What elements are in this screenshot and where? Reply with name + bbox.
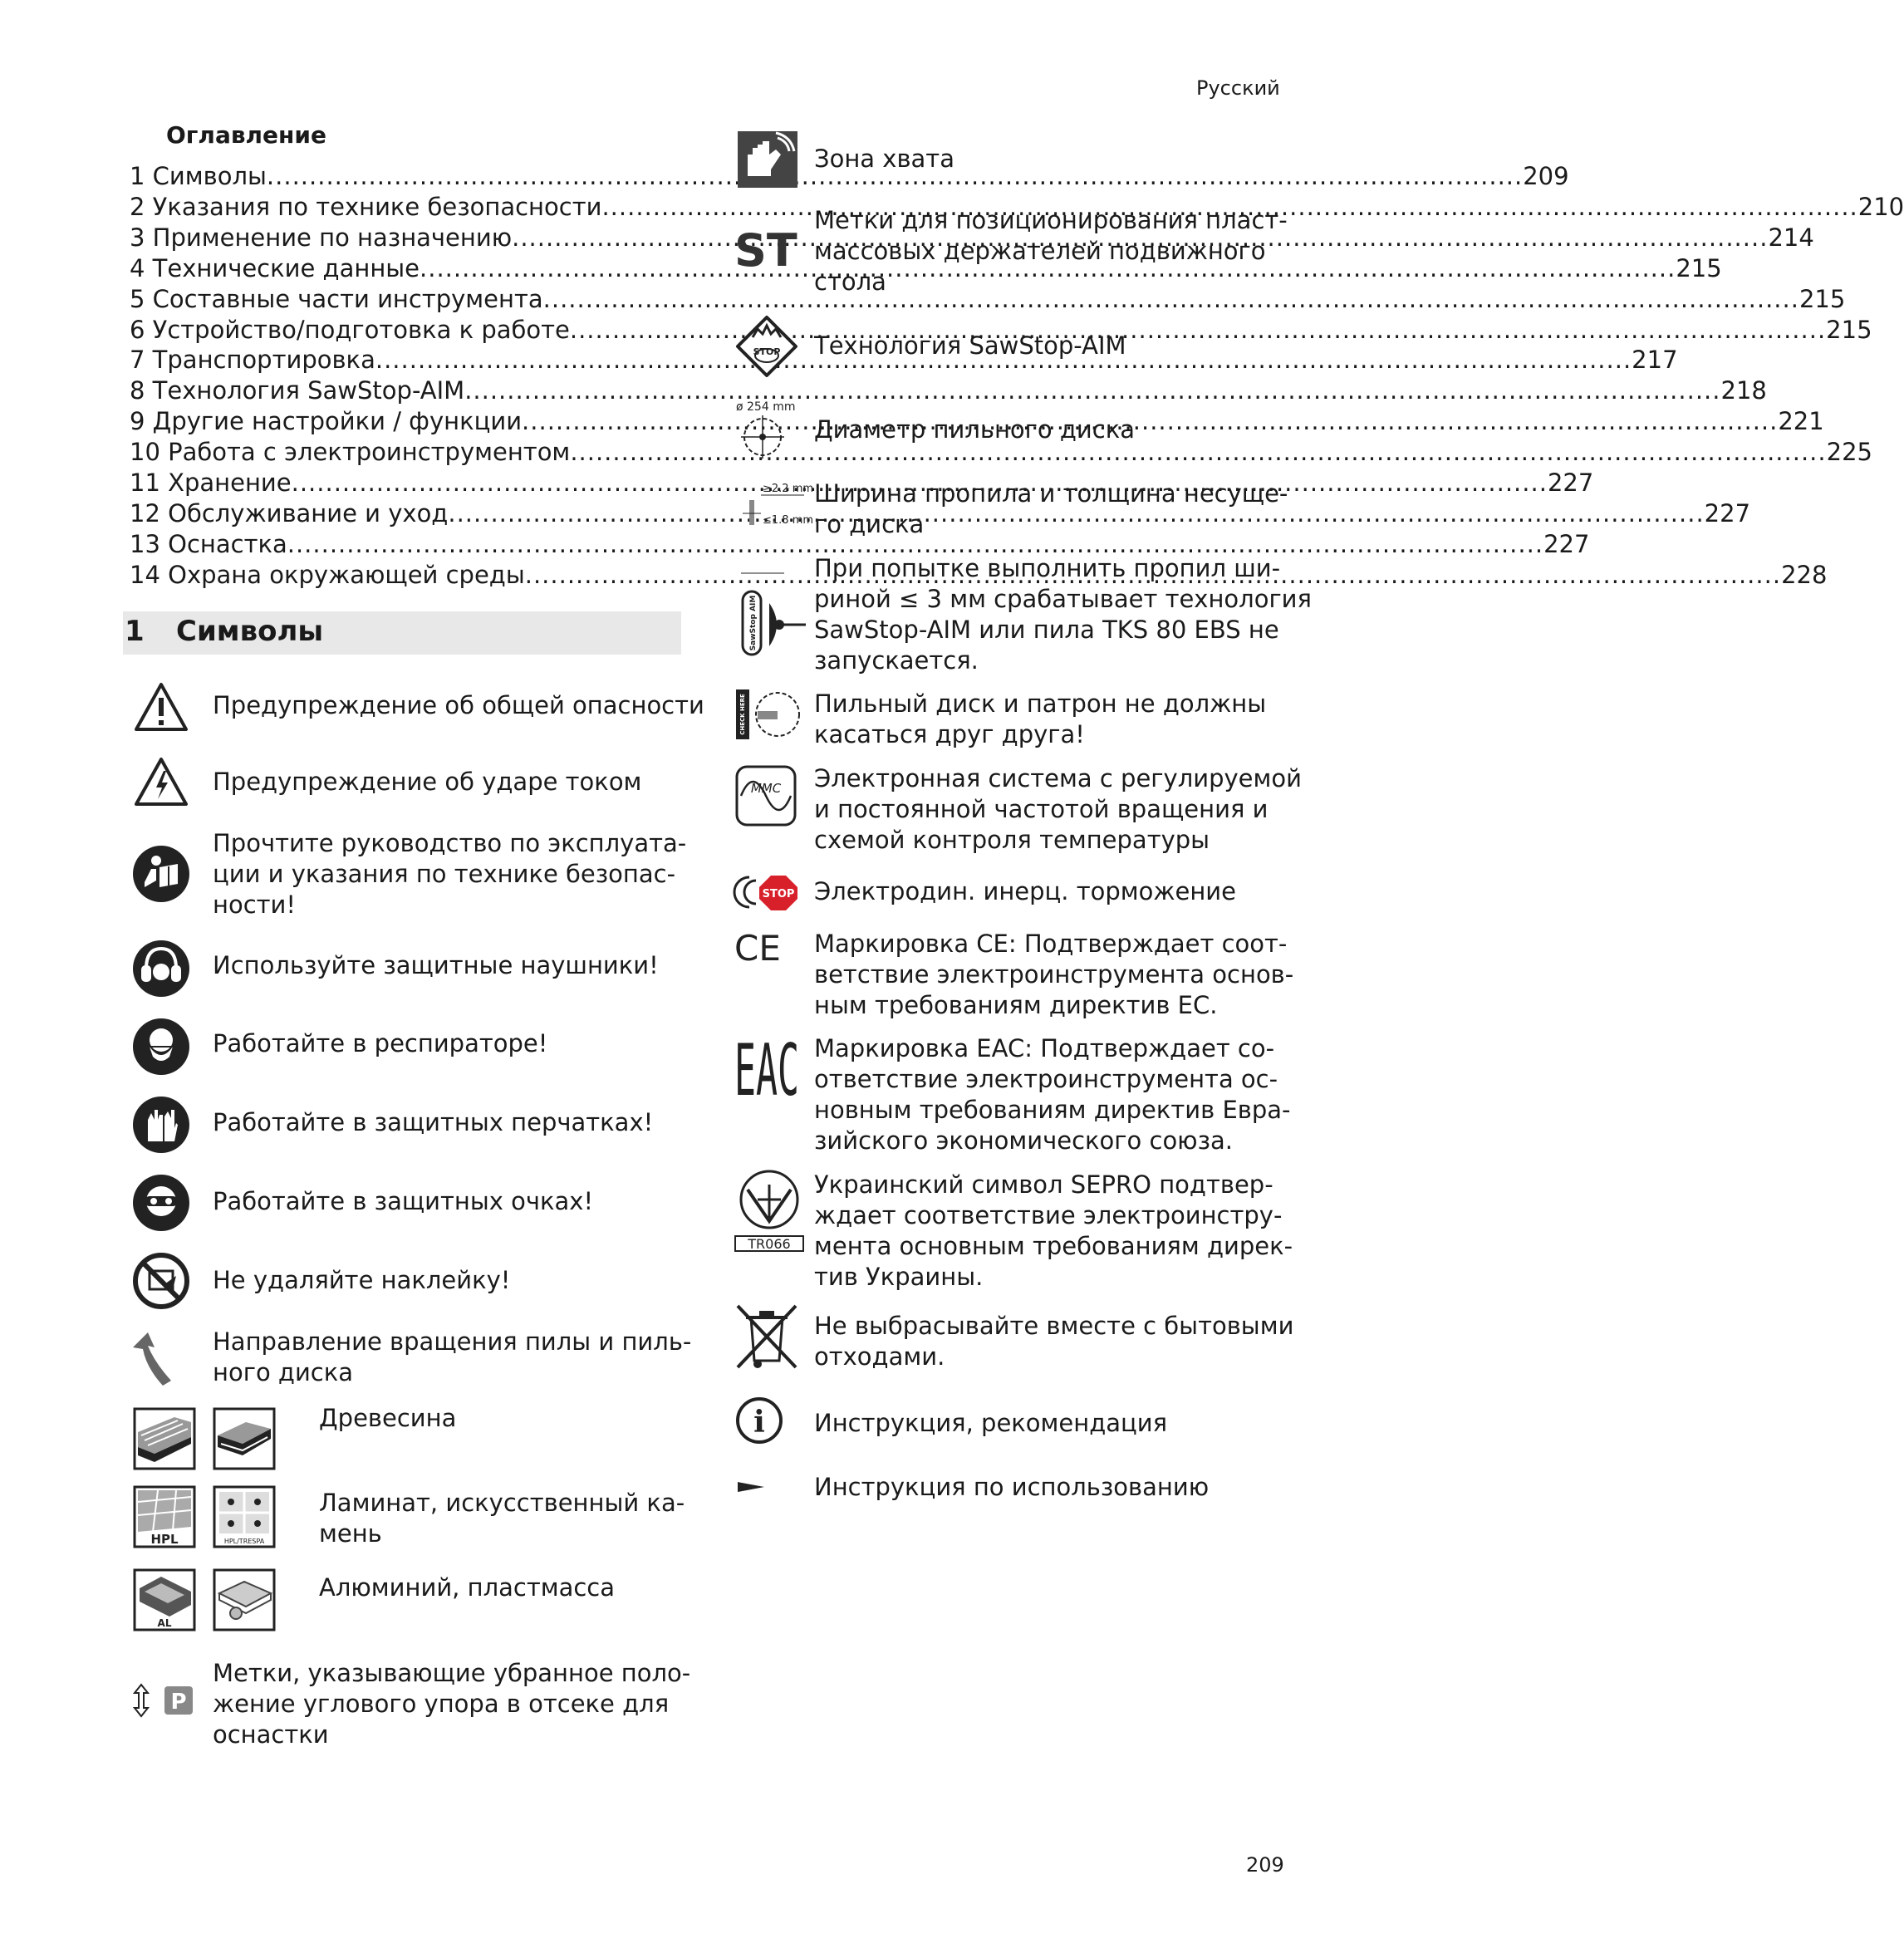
- blade-diameter-icon: [733, 399, 802, 462]
- warning-triangle-icon: [133, 681, 189, 733]
- symbol-text: Зона хвата: [814, 145, 954, 173]
- st-label: ST: [734, 224, 797, 277]
- goggles-icon: [131, 1173, 191, 1233]
- gloves-icon: [131, 1095, 191, 1155]
- symbol-text: Маркировка CE: Подтверждает соот- ветствие электроинструмента основ- ным требованиям директив ЕС.: [814, 930, 1294, 1019]
- toc-item[interactable]: 2 Указания по технике безопасности ..... 210: [130, 192, 670, 223]
- symbol-text: Используйте защитные наушники!: [213, 951, 659, 979]
- symbol-text: Электродин. инерц. торможение: [814, 877, 1236, 905]
- symbol-text: Прочтите руководство по эксплуата- ции и указания по технике безопас- ности!: [213, 829, 687, 919]
- symbol-text: Алюминий, пластмасса: [319, 1573, 616, 1602]
- kerf-limit-icon: [734, 567, 809, 656]
- kerf-max-label: ≥2.2 mm: [763, 483, 814, 495]
- sepro-mark-icon: [733, 1168, 807, 1253]
- no-remove-sticker-icon: [131, 1251, 191, 1311]
- kerf-min-label: ≤1.8 mm: [763, 514, 814, 527]
- symbol-text: Древесина: [319, 1404, 457, 1432]
- symbol-text: При попытке выполнить пропил ши- риной ≤ 3 мм срабатывает технология SawStop-AIM или пила TKS 80 EBS не запускается.: [814, 554, 1312, 675]
- toc-item[interactable]: 13 Оснастка ..... 227: [130, 529, 670, 560]
- check-here-icon: [734, 686, 804, 743]
- no-household-waste-icon: [734, 1303, 799, 1371]
- st-marks-icon: [734, 224, 801, 277]
- respirator-icon: [131, 1017, 191, 1077]
- info-icon: [734, 1396, 784, 1445]
- tr066-label: TR066: [748, 1236, 791, 1252]
- toc-item[interactable]: 1 Символы ..... 209: [130, 161, 670, 192]
- toc-item[interactable]: 6 Устройство/подготовка к работе ..... 215: [130, 315, 670, 346]
- trespa-icon: [213, 1485, 276, 1548]
- plastic-icon: [213, 1568, 276, 1631]
- toc-item[interactable]: 12 Обслуживание и уход ..... 227: [130, 498, 670, 529]
- toc-item[interactable]: 11 Хранение ..... 227: [130, 468, 670, 498]
- symbol-text: Маркировка EAC: Подтверждает со- ответствие электроинструмента ос- новным требованиям директив Евра- зийского экономического союза.: [814, 1034, 1291, 1155]
- page-number: 209: [1246, 1853, 1284, 1877]
- hpl-trespa-label: HPL/TRESPA: [223, 1538, 265, 1545]
- info-label: i: [753, 1405, 765, 1440]
- symbol-text: Украинский символ SEPRO подтвер- ждает соответствие электроинстру- мента основным требованиям дирек- тив Украины.: [814, 1170, 1293, 1291]
- brake-stop-label: STOP: [762, 888, 795, 900]
- kerf-width-icon: [731, 480, 814, 528]
- symbol-text: Диаметр пильного диска: [814, 415, 1135, 444]
- symbol-text: Инструкция, рекомендация: [814, 1409, 1168, 1437]
- section-title: Символы: [176, 615, 324, 648]
- electrodynamic-brake-icon: [734, 872, 802, 912]
- symbol-text: Технология SawStop-AIM: [814, 331, 1126, 360]
- p-label: P: [170, 1690, 187, 1715]
- diameter-label: ø 254 mm: [736, 400, 796, 414]
- symbol-text: Предупреждение об общей опасности: [213, 691, 704, 719]
- panel-wood-icon: [213, 1407, 276, 1470]
- laminate-icon: [133, 1485, 196, 1548]
- symbol-text: Не удаляйте наклейку!: [213, 1266, 511, 1294]
- mmc-label: MMC: [750, 781, 782, 796]
- section-number: 1: [125, 615, 145, 648]
- hpl-label: HPL: [150, 1532, 179, 1547]
- sawstop-icon: [734, 314, 799, 379]
- al-label: AL: [157, 1617, 172, 1629]
- symbol-text: Работайте в защитных очках!: [213, 1187, 594, 1215]
- symbol-text: Ширина пропила и толщина несуще- го диска: [814, 479, 1288, 538]
- toc-item[interactable]: 14 Охрана окружающей среды ..... 228: [130, 560, 670, 591]
- electric-shock-icon: [133, 756, 189, 807]
- aluminium-icon: [133, 1568, 196, 1631]
- eac-label: EAC: [734, 1029, 799, 1112]
- ce-mark-icon: [734, 925, 788, 969]
- stop-label: STOP: [753, 346, 781, 357]
- symbol-text: Электронная система с регулируемой и постоянной частотой вращения и схемой контроля температуры: [814, 764, 1302, 854]
- symbol-text: Пильный диск и патрон не должны касаться друг друга!: [814, 689, 1267, 748]
- toc-item[interactable]: 5 Составные части инструмента ..... 215: [130, 284, 670, 315]
- ce-label: CE: [734, 928, 781, 969]
- toc-item[interactable]: 4 Технические данные ..... 215: [130, 253, 670, 284]
- eac-mark-icon: [734, 1029, 804, 1112]
- toc-item[interactable]: 10 Работа с электроинструментом ..... 225: [130, 437, 670, 468]
- ear-protection-icon: [131, 939, 191, 998]
- symbol-text: Работайте в респираторе!: [213, 1029, 548, 1057]
- symbol-text: Не выбрасывайте вместе с бытовыми отходами.: [814, 1312, 1294, 1371]
- rotation-arrow-icon: [130, 1329, 176, 1387]
- symbol-text: Инструкция по использованию: [814, 1473, 1210, 1501]
- symbol-text: Работайте в защитных перчатках!: [213, 1108, 654, 1136]
- page-language: Русский: [1196, 76, 1280, 100]
- toc-item[interactable]: 3 Применение по назначению ..... 214: [130, 223, 670, 253]
- check-here-label: CHECK HERE: [739, 694, 746, 735]
- symbol-text: Метки, указывающие убранное поло- жение углового упора в отсеке для оснастки: [213, 1659, 691, 1749]
- wood-icon: [133, 1407, 196, 1470]
- symbol-text: Направление вращения пилы и пиль- ного диска: [213, 1327, 692, 1386]
- read-manual-icon: [131, 844, 191, 904]
- sawstop-aim-label: SawStop AIM: [749, 595, 758, 651]
- toc-item[interactable]: 9 Другие настройки / функции ..... 221: [130, 406, 670, 437]
- toc-title: Оглавление: [166, 121, 327, 149]
- toc-item[interactable]: 7 Транспортировка ..... 217: [130, 345, 670, 375]
- park-position-icon: [131, 1681, 198, 1720]
- toc-item[interactable]: 8 Технология SawStop-AIM ..... 218: [130, 375, 670, 406]
- instruction-arrow-icon: [736, 1479, 766, 1495]
- mmc-electronics-icon: [734, 764, 797, 827]
- symbol-text: Предупреждение об ударе током: [213, 768, 642, 796]
- grip-zone-icon: [736, 130, 799, 189]
- symbol-text: Метки для позиционирования пласт- массовых держателей подвижного стола: [814, 206, 1288, 296]
- symbol-text: Ламинат, искусственный ка- мень: [319, 1489, 685, 1548]
